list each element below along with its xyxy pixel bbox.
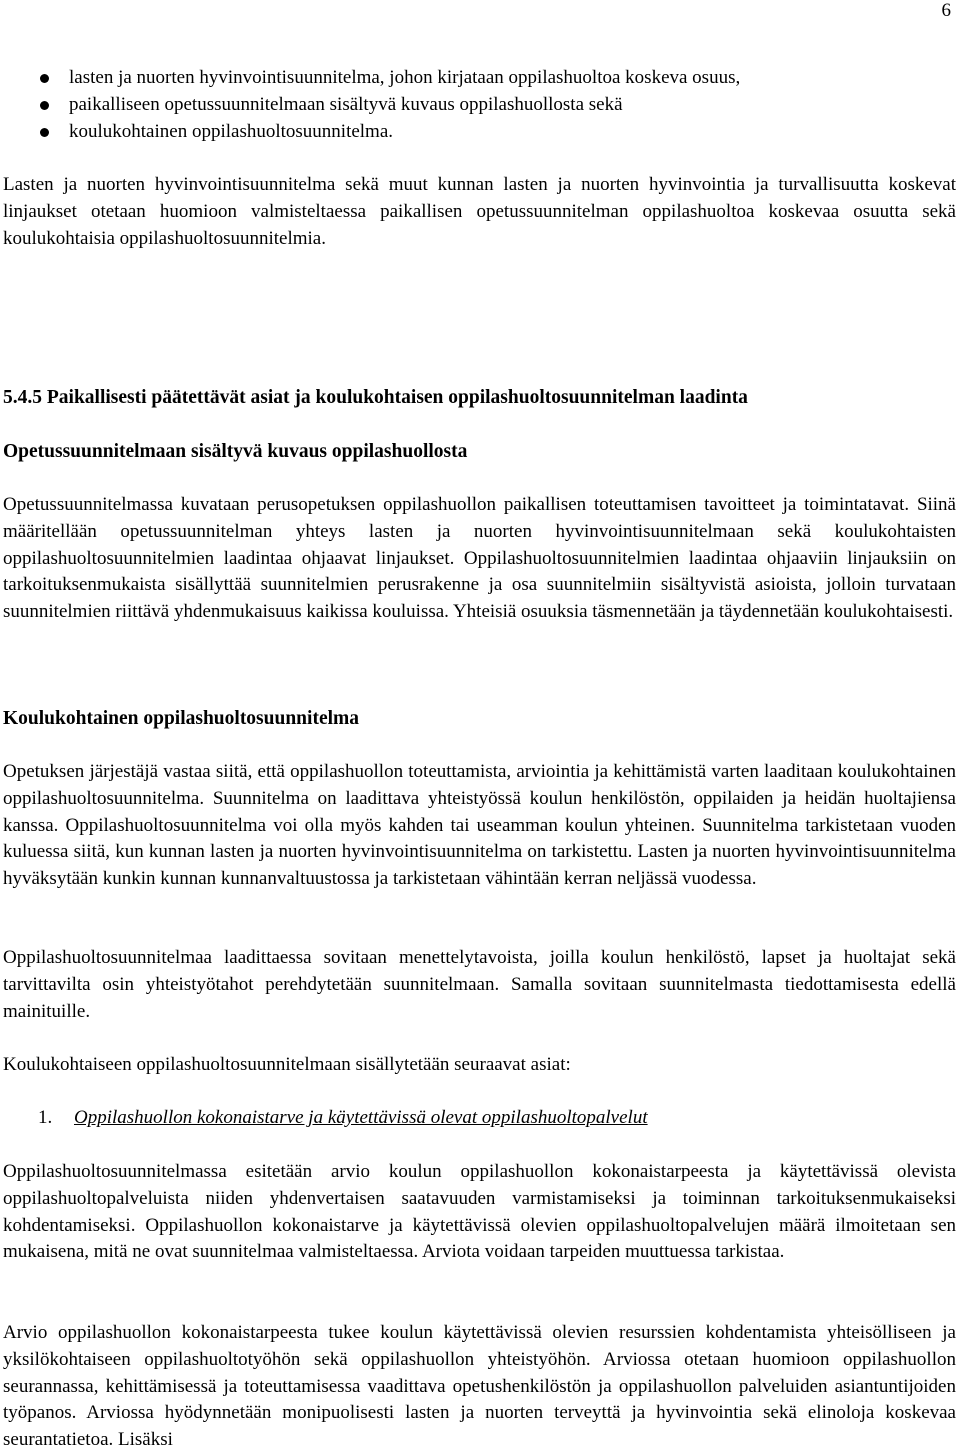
bullet-icon (40, 74, 49, 83)
paragraph-curriculum-description: Opetussuunnitelmassa kuvataan perusopetuksen oppilashuollon paikallisen toteuttamisen tavoitteet ja toimintatavat. Siinä määritellään opetussuunnitelman yhteys lasten ja nuorten hyvinvointisuunnitelmaan sekä koulukohtaisten oppilashuoltosuunnitelmien laadintaa ohjaavat linjaukset. Oppilashuoltosuunnitelmien laadintaa ohjaaviin linjauksiin on tarkoituksenmukaista sisällyttää suunnitelmien perusrakenne ja osa suunnitelmiin sisältyvistä asioista, jolloin turvataan suunnitelmien riittävä yhdenmukaisuus kaikissa kouluissa. Yhteisiä osuuksia täsmennetään ja täydennetään koulukohtaisesti. (3, 494, 956, 623)
intro-paragraph: Lasten ja nuorten hyvinvointisuunnitelma sekä muut kunnan lasten ja nuorten hyvinvointia ja turvallisuutta koskevat linjaukset otetaan huomioon valmisteltaessa paikallisen opetussuunnitelman oppilashuoltoa koskevaa osuutta sekä koulukohtaisia oppilashuoltosuunnitelmia. (3, 174, 956, 249)
subheading-curriculum-description: Opetussuunnitelmaan sisältyvä kuvaus oppilashuollosta (3, 441, 468, 462)
numbered-item (3, 1105, 648, 1131)
item-number: 1. (38, 1107, 53, 1128)
item-label: Oppilashuollon kokonaistarve ja käytettävissä olevat oppilashuoltopalvelut (74, 1107, 648, 1128)
paragraph-assessment: Arvio oppilashuollon kokonaistarpeesta tukee koulun käytettävissä olevien resurssien kohdentamista yhteisölliseen ja yksilökohtaiseen oppilashuoltotyöhön sekä oppilashuollon yhteistyöhön. Arviossa otetaan huomioon oppilashuollon seurannassa, kehittämisessä ja toteuttamisessa vaadittava opetushenkilöstön ja oppilashuollon palveluiden asiantuntijoiden työpanos. Arviossa hyödynnetään monipuolisesti lasten ja nuorten terveyttä ja hyvinvointia sekä elinoloja koskevaa seurantatietoa. Lisäksi (3, 1322, 956, 1451)
bullet-list (3, 65, 956, 145)
numbered-list (3, 1105, 648, 1131)
bullet-icon (40, 128, 49, 137)
list-item (3, 92, 956, 119)
document-page (3, 0, 956, 1455)
list-item-text: lasten ja nuorten hyvinvointisuunnitelma, johon kirjataan oppilashuoltoa koskeva osuus, (69, 67, 741, 88)
list-item (3, 119, 956, 146)
section-heading: 5.4.5 Paikallisesti päätettävät asiat ja koulukohtaisen oppilashuoltosuunnitelman laadinta (3, 387, 748, 408)
paragraph-school-plan: Opetuksen järjestäjä vastaa siitä, että oppilashuollon toteuttamista, arviointia ja kehittämistä varten laaditaan koulukohtainen oppilashuoltosuunnitelma. Suunnitelma on laadittava yhteistyössä koulun henkilöstön, oppilaiden ja heidän huoltajiensa kanssa. Oppilashuoltosuunnitelma voi olla myös kahden tai useamman koulun yhteinen. Suunnitelma tarkistetaan vuoden kuluessa siitä, kun kunnan lasten ja nuorten hyvinvointisuunnitelma on tarkistettu. Lasten ja nuorten hyvinvointisuunnitelma hyväksytään kunkin kunnan kunnanvaltuustossa ja tarkistetaan vähintään kerran neljässä vuodessa. (3, 761, 956, 890)
subheading-school-plan: Koulukohtainen oppilashuoltosuunnitelma (3, 708, 360, 729)
paragraph-procedures: Oppilashuoltosuunnitelmaa laadittaessa sovitaan menettelytavoista, joilla koulun henkilöstö, lapset ja huoltajat sekä tarvittavilta osin yhteistyötahot perehdytetään suunnitelmaan. Samalla sovitaan suunnitelmasta tiedottamisesta edellä mainituille. (3, 947, 956, 1022)
bullet-icon (40, 101, 49, 110)
list-item-text: paikalliseen opetussuunnitelmaan sisältyvä kuvaus oppilashuollosta sekä (69, 93, 623, 115)
paragraph-total-need: Oppilashuoltosuunnitelmassa esitetään arvio koulun oppilashuollon kokonaistarpeesta ja käytettävissä olevista oppilashuoltopalveluista niiden yhdenvertaisen saatavuuden varmistamiseksi ja toiminnan tarkoituksenmukaiseksi kohdentamiseksi. Oppilashuollon kokonaistarve ja käytettävissä olevien oppilashuoltopalvelujen määrä ilmoitetaan sen mukaisena, mitä ne ovat suunnitelmaa valmisteltaessa. Arviota voidaan tarpeiden muuttuessa tarkistaa. (3, 1161, 956, 1263)
list-item (3, 65, 956, 92)
page-number: 6 (941, 0, 951, 21)
list-item-text: koulukohtainen oppilashuoltosuunnitelma. (69, 120, 394, 142)
paragraph-contents-intro: Koulukohtaiseen oppilashuoltosuunnitelmaan sisällytetään seuraavat asiat: (3, 1054, 571, 1075)
